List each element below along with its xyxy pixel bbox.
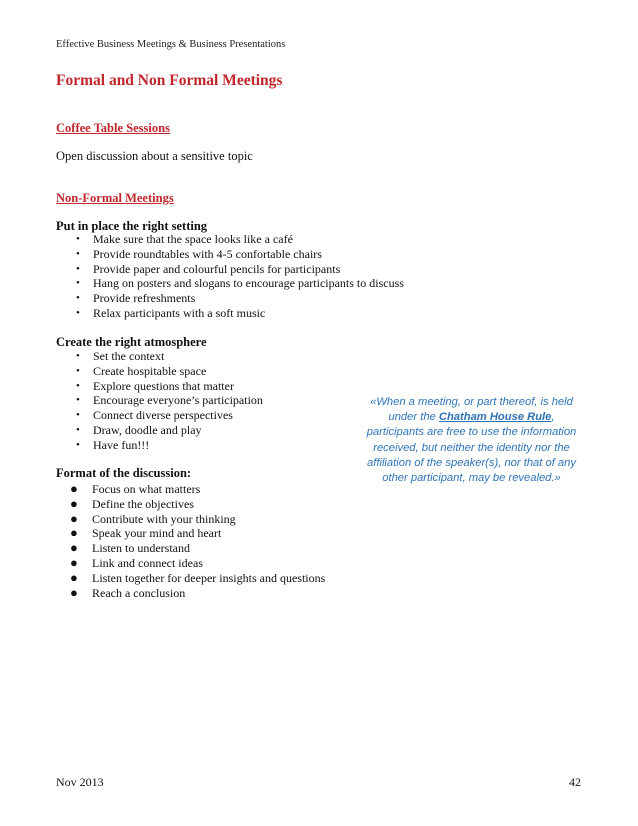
list-item: • Encourage everyone’s participation [76, 393, 263, 408]
list-item: • Create hospitable space [76, 363, 207, 378]
list-item: • Make sure that the space looks like a café [76, 232, 293, 246]
bullet-icon: ● [70, 481, 78, 496]
bullet-icon: • [76, 247, 80, 260]
chatham-house-quote: «When a meeting, or part thereof, is held under the Chatham House Rule, participants are free to use the information received, but neither the identity nor the affiliation of the speaker(s), nor that of any other participant, may be revealed.» [366, 396, 577, 485]
page-title: Formal and Non Formal Meetings [56, 72, 283, 89]
bullet-icon: ● [70, 510, 78, 526]
list-item: ● Contribute with your thinking [70, 510, 236, 526]
list-item: ● Reach a conclusion [70, 584, 186, 600]
bullet-icon: • [76, 438, 80, 451]
list-item: ● Define the objectives [70, 495, 194, 511]
list-item: • Relax participants with a soft music [76, 305, 266, 320]
chatham-house-rule-emphasis: Chatham House Rule [438, 411, 552, 424]
list-item: ● Listen to understand [70, 540, 190, 556]
bullet-icon: ● [70, 569, 78, 585]
setting-list [74, 232, 404, 321]
list-item: • Set the context [76, 349, 165, 363]
list-item: ● Speak your mind and heart [70, 525, 222, 541]
bullet-icon: ● [70, 525, 78, 541]
list-item: • Provide roundtables with 4-5 confortable chairs [76, 246, 322, 261]
list-item: • Explore questions that matter [76, 378, 234, 393]
page-number: 42 [569, 775, 581, 789]
list-item: • Draw, doodle and play [76, 422, 202, 437]
bullet-icon: • [76, 364, 80, 377]
list-item: • Have fun!!! [76, 437, 150, 452]
bullet-icon: • [76, 394, 80, 407]
bullet-icon: ● [70, 584, 78, 600]
bullet-icon: • [76, 306, 80, 319]
bullet-icon: ● [70, 554, 78, 570]
bullet-icon: • [76, 262, 80, 275]
setting-heading: Put in place the right setting [56, 219, 208, 233]
bullet-icon: • [76, 379, 80, 392]
bullet-icon: • [76, 423, 80, 436]
list-item: • Hang on posters and slogans to encourage participants to discuss [76, 276, 404, 291]
list-item: • Provide refreshments [76, 291, 196, 306]
list-item: ● Listen together for deeper insights and questions [70, 569, 326, 585]
non-formal-heading: Non-Formal Meetings [56, 191, 174, 205]
bullet-icon: • [76, 277, 80, 290]
bullet-icon: ● [70, 495, 78, 511]
coffee-table-description: Open discussion about a sensitive topic [56, 149, 253, 163]
coffee-table-heading: Coffee Table Sessions [56, 121, 170, 135]
list-item: ● Link and connect ideas [70, 554, 203, 570]
list-item: • Connect diverse perspectives [76, 408, 233, 423]
running-header: Effective Business Meetings & Business Presentations [56, 39, 286, 50]
bullet-icon: • [76, 409, 80, 422]
bullet-icon: • [76, 233, 80, 245]
bullet-icon: • [76, 350, 80, 362]
format-list [65, 482, 325, 600]
atmosphere-heading: Create the right atmosphere [56, 335, 207, 349]
format-heading: Format of the discussion: [56, 466, 192, 480]
bullet-icon: • [76, 292, 80, 305]
footer-date: Nov 2013 [56, 775, 104, 789]
bullet-icon: ● [70, 540, 78, 556]
list-item: • Provide paper and colourful pencils for participants [76, 261, 341, 276]
list-item: ● Focus on what matters [70, 481, 201, 496]
atmosphere-list [74, 349, 263, 453]
